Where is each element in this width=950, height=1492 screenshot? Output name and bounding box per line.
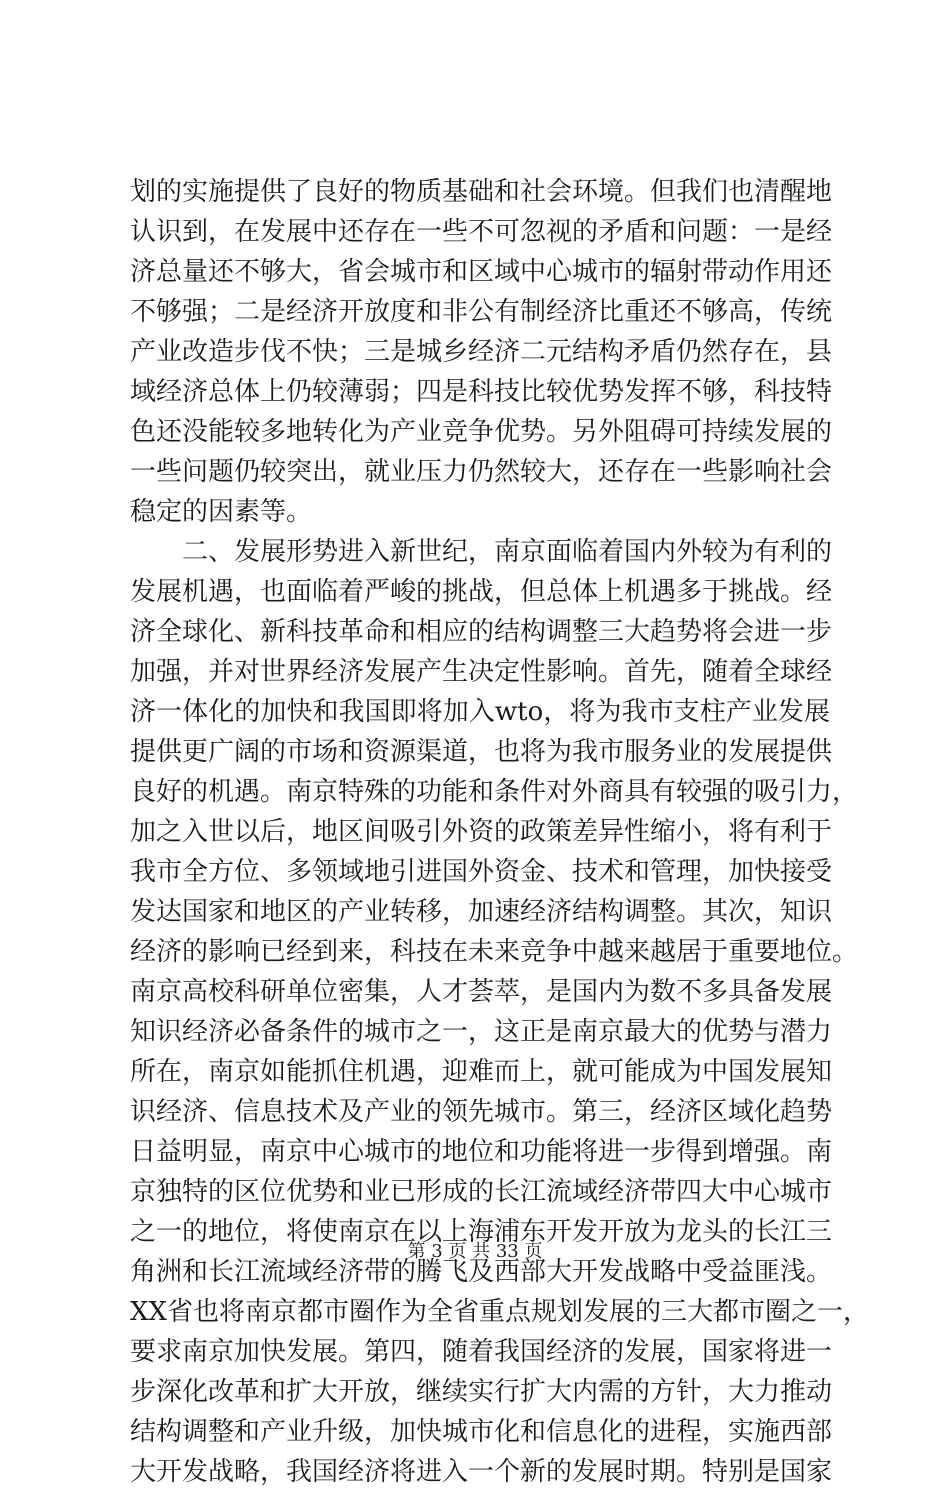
text-line: 一些问题仍较突出，就业压力仍然较大，还存在一些影响社会 [130, 457, 833, 487]
text-line: 大开发战略，我国经济将进入一个新的发展时期。特别是国家 [130, 1457, 833, 1487]
text-line: 日益明显，南京中心城市的地位和功能将进一步得到增强。南 [130, 1137, 833, 1167]
text-line: 良好的机遇。南京特殊的功能和条件对外商具有较强的吸引力， [130, 777, 859, 807]
body-text [130, 172, 870, 1492]
text-line: 识经济、信息技术及产业的领先城市。第三，经济区域化趋势 [130, 1097, 833, 1127]
text-line: 要求南京加快发展。第四，随着我国经济的发展，国家将进一 [130, 1337, 833, 1367]
text-line: 之一的地位，将使南京在以上海浦东开发开放为龙头的长江三 [130, 1217, 833, 1247]
text-line: 加之入世以后，地区间吸引外资的政策差异性缩小，将有利于 [130, 817, 833, 847]
text-line: 我市全方位、多领域地引进国外资金、技术和管理，加快接受 [130, 857, 833, 887]
text-line: 域经济总体上仍较薄弱；四是科技比较优势发挥不够，科技特 [130, 377, 833, 407]
text-line: 南京高校科研单位密集，人才荟萃，是国内为数不多具备发展 [130, 977, 833, 1007]
text-line: 色还没能较多地转化为产业竞争优势。另外阻碍可持续发展的 [130, 417, 833, 447]
text-line: 步深化改革和扩大开放，继续实行扩大内需的方针，大力推动 [130, 1377, 833, 1407]
text-line: 经济的影响已经到来，科技在未来竞争中越来越居于重要地位。 [130, 937, 859, 967]
text-line: 发达国家和地区的产业转移，加速经济结构调整。其次，知识 [130, 897, 833, 927]
paragraph-start-line: 二、发展形势进入新世纪，南京面临着国内外较为有利的 [182, 537, 833, 567]
text-line: 结构调整和产业升级，加快城市化和信息化的进程，实施西部 [130, 1417, 833, 1447]
text-line: 认识到，在发展中还存在一些不可忽视的矛盾和问题：一是经 [130, 217, 833, 247]
text-line: 济总量还不够大，省会城市和区域中心城市的辐射带动作用还 [130, 257, 833, 287]
text-line: 产业改造步伐不快；三是城乡经济二元结构矛盾仍然存在，县 [130, 337, 833, 367]
paragraph-end-line: 稳定的因素等。 [130, 497, 313, 527]
text-line: 加强，并对世界经济发展产生决定性影响。首先，随着全球经 [130, 657, 833, 687]
page-number-footer: 第 3 页 共 33 页 [407, 1241, 543, 1262]
text-line: 所在，南京如能抓住机遇，迎难而上，就可能成为中国发展知 [130, 1057, 833, 1087]
text-line: XX省也将南京都市圈作为全省重点规划发展的三大都市圈之一， [130, 1297, 870, 1327]
text-line: 济全球化、新科技革命和相应的结构调整三大趋势将会进一步 [130, 617, 833, 647]
text-line: 不够强；二是经济开放度和非公有制经济比重还不够高，传统 [130, 297, 833, 327]
text-line: 划的实施提供了良好的物质基础和社会环境。但我们也清醒地 [130, 177, 833, 207]
text-line: 济一体化的加快和我国即将加入wto，将为我市支柱产业发展 [130, 697, 830, 727]
text-line: 角洲和长江流域经济带的腾飞及西部大开发战略中受益匪浅。 [130, 1257, 833, 1287]
text-line: 提供更广阔的市场和资源渠道，也将为我市服务业的发展提供 [130, 737, 833, 767]
text-line: 京独特的区位优势和业已形成的长江流域经济带四大中心城市 [130, 1177, 833, 1207]
text-line: 发展机遇，也面临着严峻的挑战，但总体上机遇多于挑战。经 [130, 577, 833, 607]
text-line: 知识经济必备条件的城市之一，这正是南京最大的优势与潜力 [130, 1017, 833, 1047]
